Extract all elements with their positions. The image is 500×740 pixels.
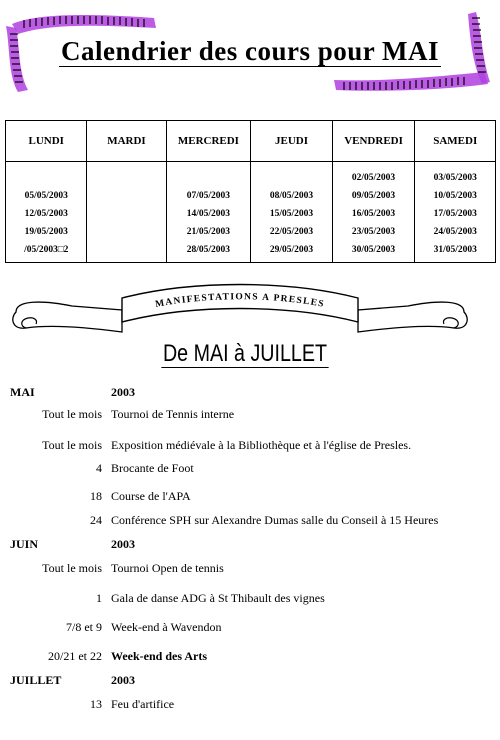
month-label: JUILLET <box>10 673 62 687</box>
event-row <box>0 437 500 453</box>
page-title: Calendrier des cours pour MAI <box>61 36 439 66</box>
event-date: 7/8 et 9 <box>66 620 102 634</box>
date-cell: 05/05/2003 <box>24 191 68 201</box>
header-mardi: MARDI <box>87 121 166 162</box>
event-row <box>0 619 500 635</box>
month-heading-row <box>0 672 500 688</box>
header-lundi: LUNDI <box>6 121 87 162</box>
event-description: Tournoi de Tennis interne <box>111 407 235 421</box>
event-description: Course de l'APA <box>111 489 191 503</box>
date-cell: 23/05/2003 <box>351 227 396 237</box>
date-cell: /05/2003□2 <box>24 245 69 255</box>
date-cell: 15/05/2003 <box>269 209 314 219</box>
scroll-banner-text: MANIFESTATIONS A PRESLES <box>154 292 326 310</box>
date-cell: 21/05/2003 <box>186 227 231 237</box>
event-date: Tout le mois <box>42 407 102 421</box>
date-cell: 08/05/2003 <box>269 191 314 201</box>
event-row <box>0 460 500 476</box>
event-date: 1 <box>96 591 102 605</box>
date-cell: 30/05/2003 <box>351 245 396 255</box>
event-date: Tout le mois <box>42 561 102 575</box>
event-row <box>0 590 500 606</box>
header-jeudi: JEUDI <box>251 121 332 162</box>
event-row <box>0 406 500 422</box>
event-date: 18 <box>90 489 102 503</box>
year-label: 2003 <box>111 537 135 551</box>
date-cell: 07/05/2003 <box>186 191 231 201</box>
date-cell: 03/05/2003 <box>433 173 477 183</box>
event-description: Gala de danse ADG à St Thibault des vignes <box>111 591 325 605</box>
event-row <box>0 488 500 504</box>
date-cell: 16/05/2003 <box>351 209 396 219</box>
month-heading-row <box>0 536 500 552</box>
event-description: Week-end des Arts <box>111 649 207 663</box>
event-date: 13 <box>90 697 102 711</box>
event-description: Conférence SPH sur Alexandre Dumas salle du Conseil à 15 Heures <box>111 513 439 527</box>
event-row <box>0 648 500 664</box>
header-samedi: SAMEDI <box>415 121 496 162</box>
month-label: MAI <box>10 385 35 399</box>
event-row <box>0 696 500 712</box>
date-cell: 02/05/2003 <box>351 173 396 183</box>
event-description: Brocante de Foot <box>111 461 194 475</box>
event-description: Tournoi Open de tennis <box>111 561 224 575</box>
event-date: Tout le mois <box>42 438 102 452</box>
date-cell: 19/05/2003 <box>24 227 68 237</box>
date-cell: 17/05/2003 <box>433 209 477 219</box>
date-cell: 22/05/2003 <box>269 227 314 237</box>
header-mercredi: MERCREDI <box>166 121 251 162</box>
date-cell: 14/05/2003 <box>186 209 231 219</box>
date-cell: 09/05/2003 <box>351 191 396 201</box>
period-subtitle: De MAI à JUILLET <box>162 340 328 367</box>
date-cell: 10/05/2003 <box>433 191 477 201</box>
date-cell: 24/05/2003 <box>433 227 477 237</box>
date-cell: 29/05/2003 <box>269 245 314 255</box>
event-row <box>0 512 500 528</box>
event-date: 20/21 et 22 <box>48 649 102 663</box>
event-row <box>0 560 500 576</box>
month-heading-row <box>0 384 500 400</box>
year-label: 2003 <box>111 385 135 399</box>
year-label: 2003 <box>111 673 135 687</box>
date-cell: 28/05/2003 <box>186 245 231 255</box>
date-cell: 31/05/2003 <box>433 245 477 255</box>
event-date: 4 <box>96 461 102 475</box>
month-label: JUIN <box>10 537 39 551</box>
event-description: Feu d'artifice <box>111 697 175 711</box>
event-description: Week-end à Wavendon <box>111 620 222 634</box>
date-cell: 12/05/2003 <box>24 209 68 219</box>
event-description: Exposition médiévale à la Bibliothèque et à l'église de Presles. <box>111 438 412 452</box>
header-vendredi: VENDREDI <box>332 121 415 162</box>
event-date: 24 <box>90 513 102 527</box>
